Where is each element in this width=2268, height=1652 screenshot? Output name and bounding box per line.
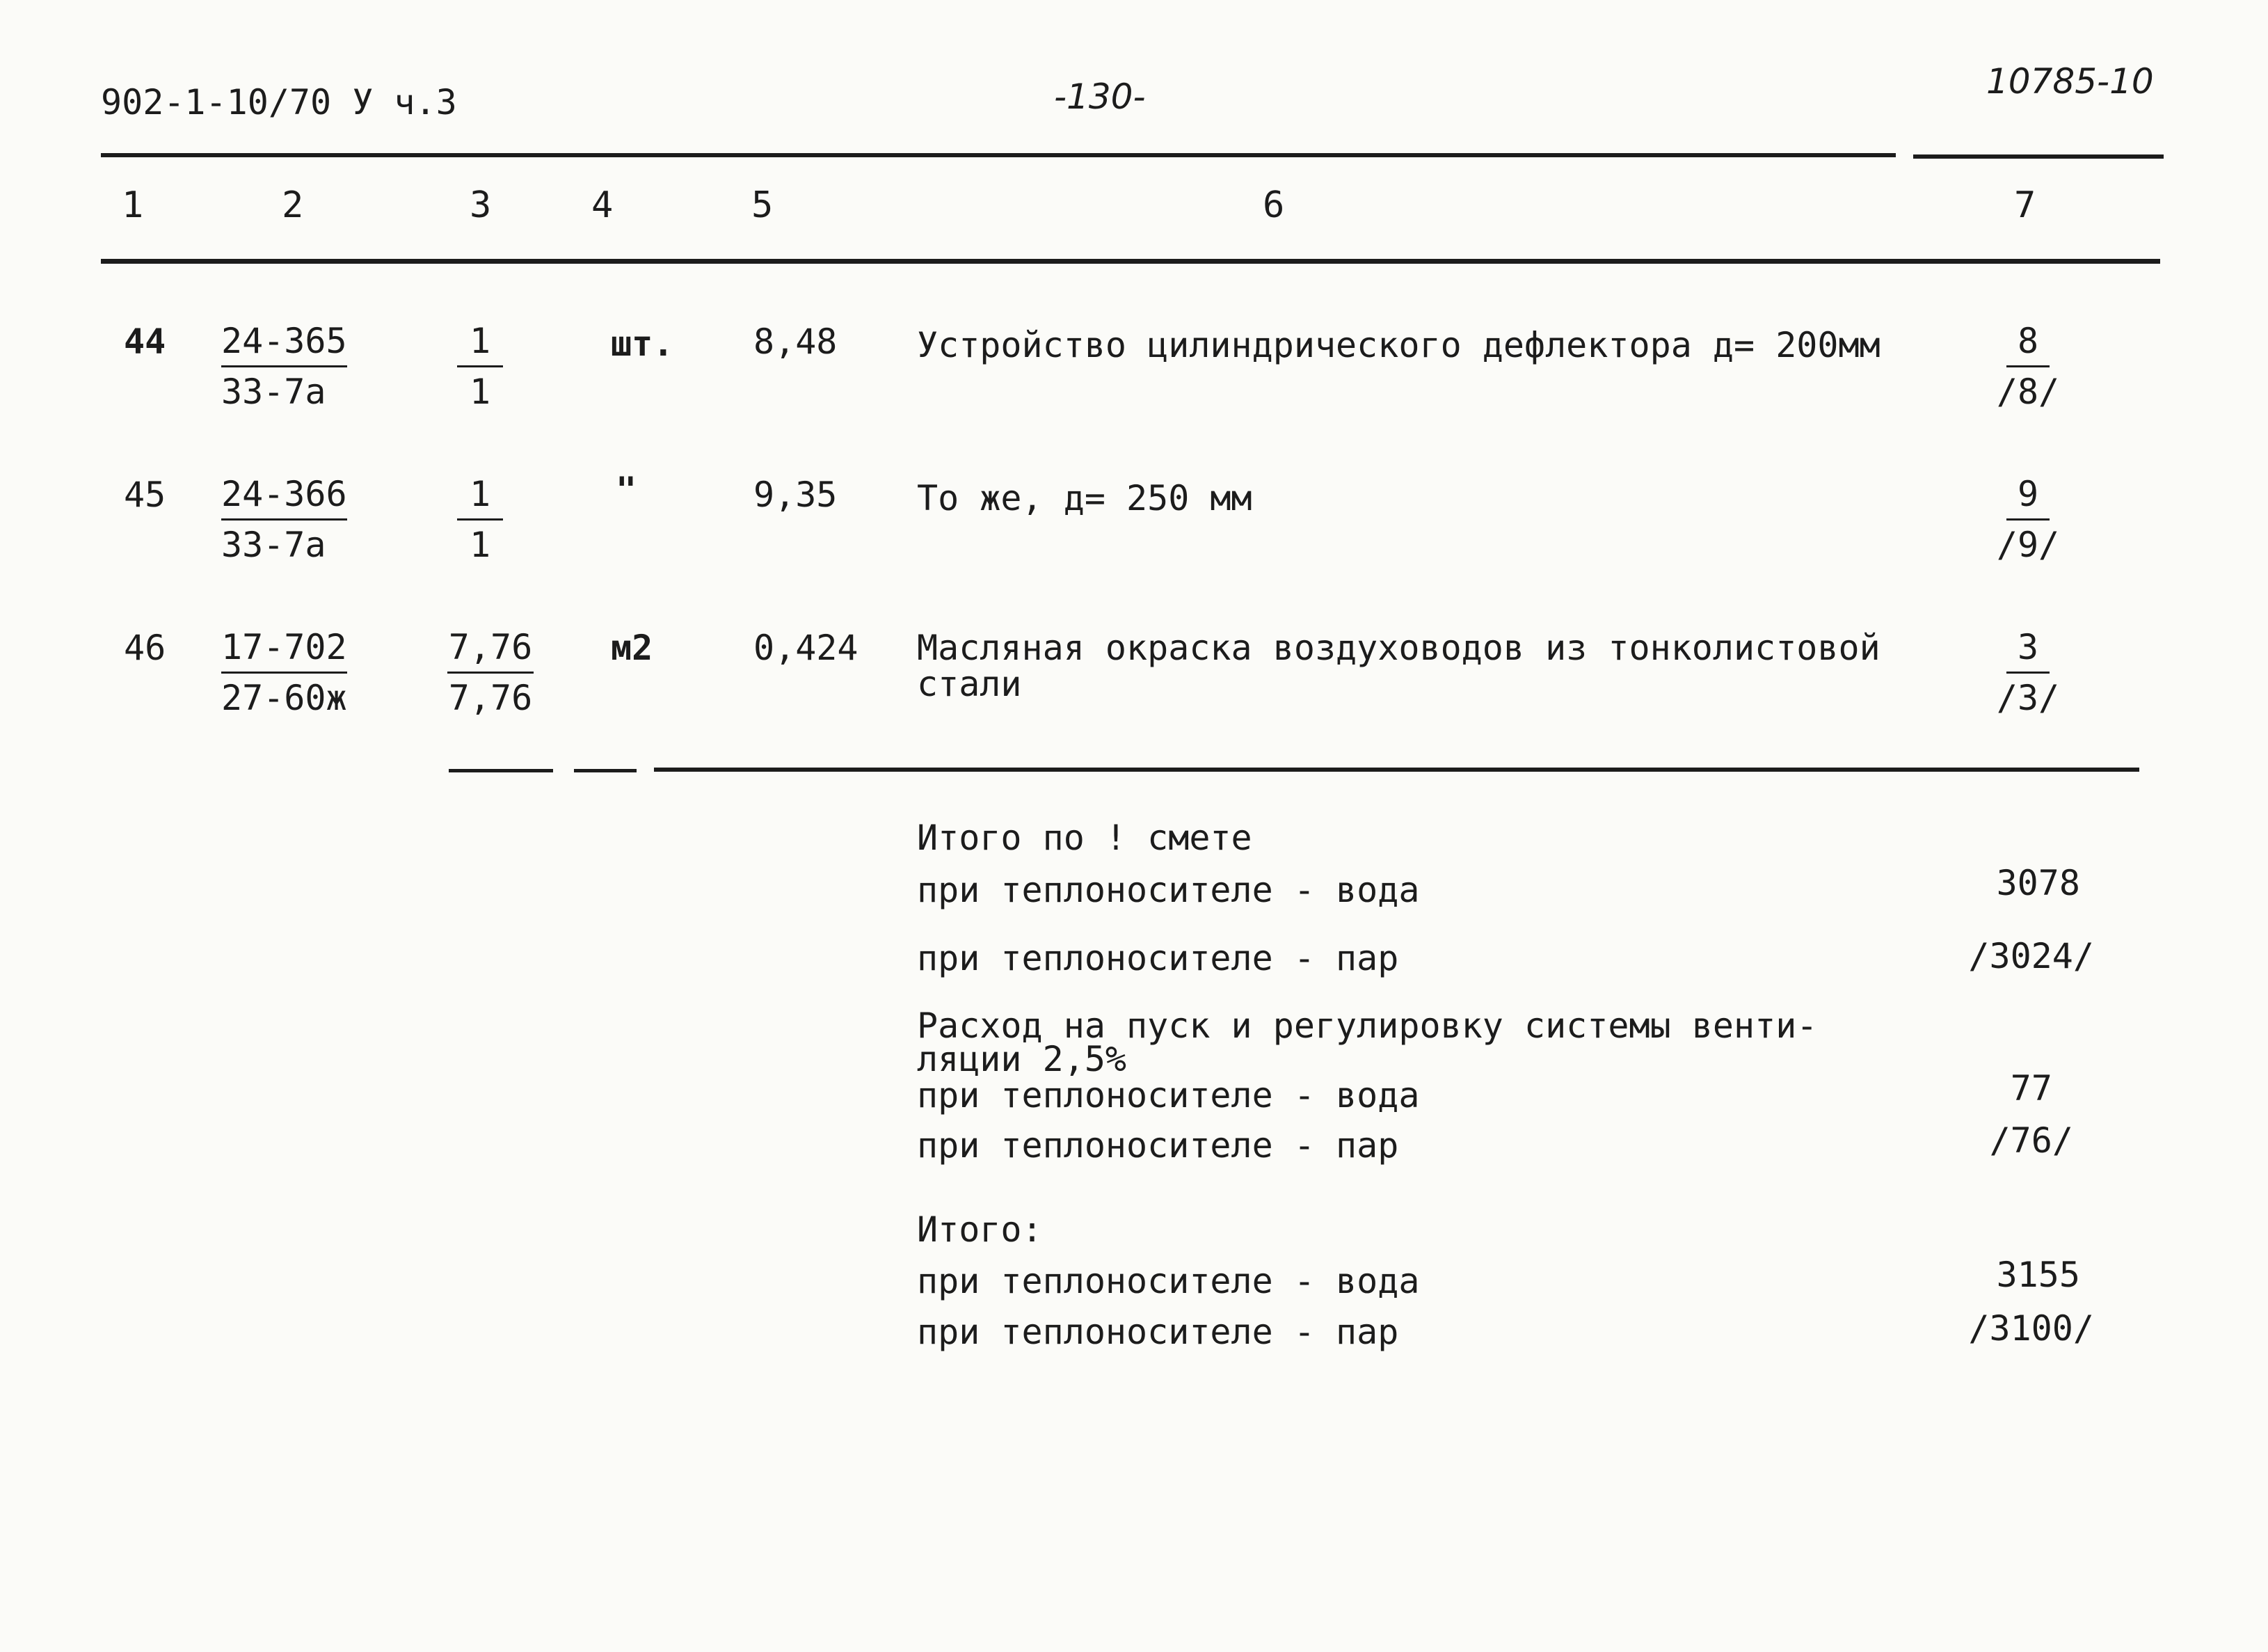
- quantity-fraction: [445, 470, 515, 569]
- norm-code-bottom: 33-7a: [221, 372, 326, 412]
- total-bottom: /8/: [1996, 372, 2060, 412]
- water-label: при теплоносителе - вода: [917, 1075, 1420, 1115]
- norm-code: [221, 470, 347, 569]
- work-description: То же, д= 250 мм: [917, 478, 1252, 518]
- unit-price: 0,424: [753, 628, 859, 668]
- norm-code-top: 24-365: [221, 317, 347, 367]
- closing-rule-col3: [449, 769, 553, 772]
- startup-adjustment-label: Расход на пуск и регулировку системы венти-: [917, 1006, 1818, 1046]
- page-number: -130-: [1054, 77, 1146, 117]
- column-4-header: 4: [591, 184, 614, 226]
- unit: шт.: [611, 324, 674, 364]
- steam-label: при теплоносителе - пар: [917, 938, 1399, 978]
- quantity-top: 1: [457, 470, 503, 521]
- water-label: при теплоносителе - вода: [917, 1261, 1420, 1301]
- total-top: 3: [2006, 623, 2050, 674]
- reference-number: 10785-10: [1986, 61, 2154, 102]
- norm-code: [221, 623, 347, 722]
- work-description: Масляная окраска воздуховодов из тонколистовой: [917, 628, 1880, 668]
- work-description-continued: стали: [917, 664, 1022, 704]
- total-bottom: /9/: [1996, 525, 2060, 565]
- unit: м2: [611, 628, 653, 668]
- closing-rule-col4: [574, 769, 637, 772]
- quantity-top: 1: [457, 317, 503, 367]
- top-rule-right: [1913, 154, 2164, 159]
- top-rule-left: [101, 153, 1896, 157]
- grand-total-label: Итого:: [917, 1209, 1043, 1250]
- row-number: 45: [124, 475, 166, 515]
- closing-rule-main: [654, 768, 2139, 772]
- total-bottom: /3/: [1996, 678, 2060, 718]
- water-value: 3155: [1996, 1255, 2080, 1295]
- quantity-bottom: 7,76: [448, 678, 533, 718]
- quantity-bottom: 1: [469, 372, 491, 412]
- row-number: 46: [124, 628, 166, 668]
- column-5-header: 5: [751, 184, 774, 226]
- document-code: 902-1-10/70 У ч.3: [101, 82, 457, 122]
- work-description: Устройство цилиндрического дефлектора д= 200мм: [917, 325, 1880, 365]
- quantity-fraction: [445, 623, 536, 722]
- quantity-fraction: [445, 317, 515, 416]
- norm-code-top: 24-366: [221, 470, 347, 521]
- water-value: 3078: [1996, 863, 2080, 903]
- total-fraction: [1990, 317, 2066, 416]
- column-2-header: 2: [282, 184, 304, 226]
- quantity-bottom: 1: [469, 525, 491, 565]
- unit-price: 8,48: [753, 321, 838, 362]
- column-6-header: 6: [1263, 184, 1285, 226]
- norm-code-bottom: 33-7a: [221, 525, 326, 565]
- total-fraction: [1990, 623, 2066, 722]
- total-fraction: [1990, 470, 2066, 569]
- norm-code-bottom: 27-60ж: [221, 678, 347, 718]
- norm-code: [221, 317, 347, 416]
- total-top: 9: [2006, 470, 2050, 521]
- row-number: 44: [124, 321, 166, 362]
- steam-value: /76/: [1989, 1120, 2073, 1161]
- unit-price: 9,35: [753, 475, 838, 515]
- steam-value: /3024/: [1968, 936, 2094, 976]
- total-top: 8: [2006, 317, 2050, 367]
- column-7-header: 7: [2014, 184, 2036, 226]
- total-by-estimate-label: Итого по ! смете: [917, 818, 1252, 858]
- column-3-header: 3: [470, 184, 492, 226]
- header-rule: [101, 259, 2160, 264]
- unit: ": [616, 470, 637, 510]
- quantity-top: 7,76: [447, 623, 534, 674]
- steam-label: при теплоносителе - пар: [917, 1125, 1399, 1166]
- column-1-header: 1: [122, 184, 144, 226]
- norm-code-top: 17-702: [221, 623, 347, 674]
- water-value: 77: [2010, 1068, 2052, 1109]
- startup-adjustment-label-continued: ляции 2,5%: [917, 1039, 1127, 1079]
- steam-value: /3100/: [1968, 1308, 2094, 1349]
- water-label: при теплоносителе - вода: [917, 870, 1420, 910]
- steam-label: при теплоносителе - пар: [917, 1312, 1399, 1352]
